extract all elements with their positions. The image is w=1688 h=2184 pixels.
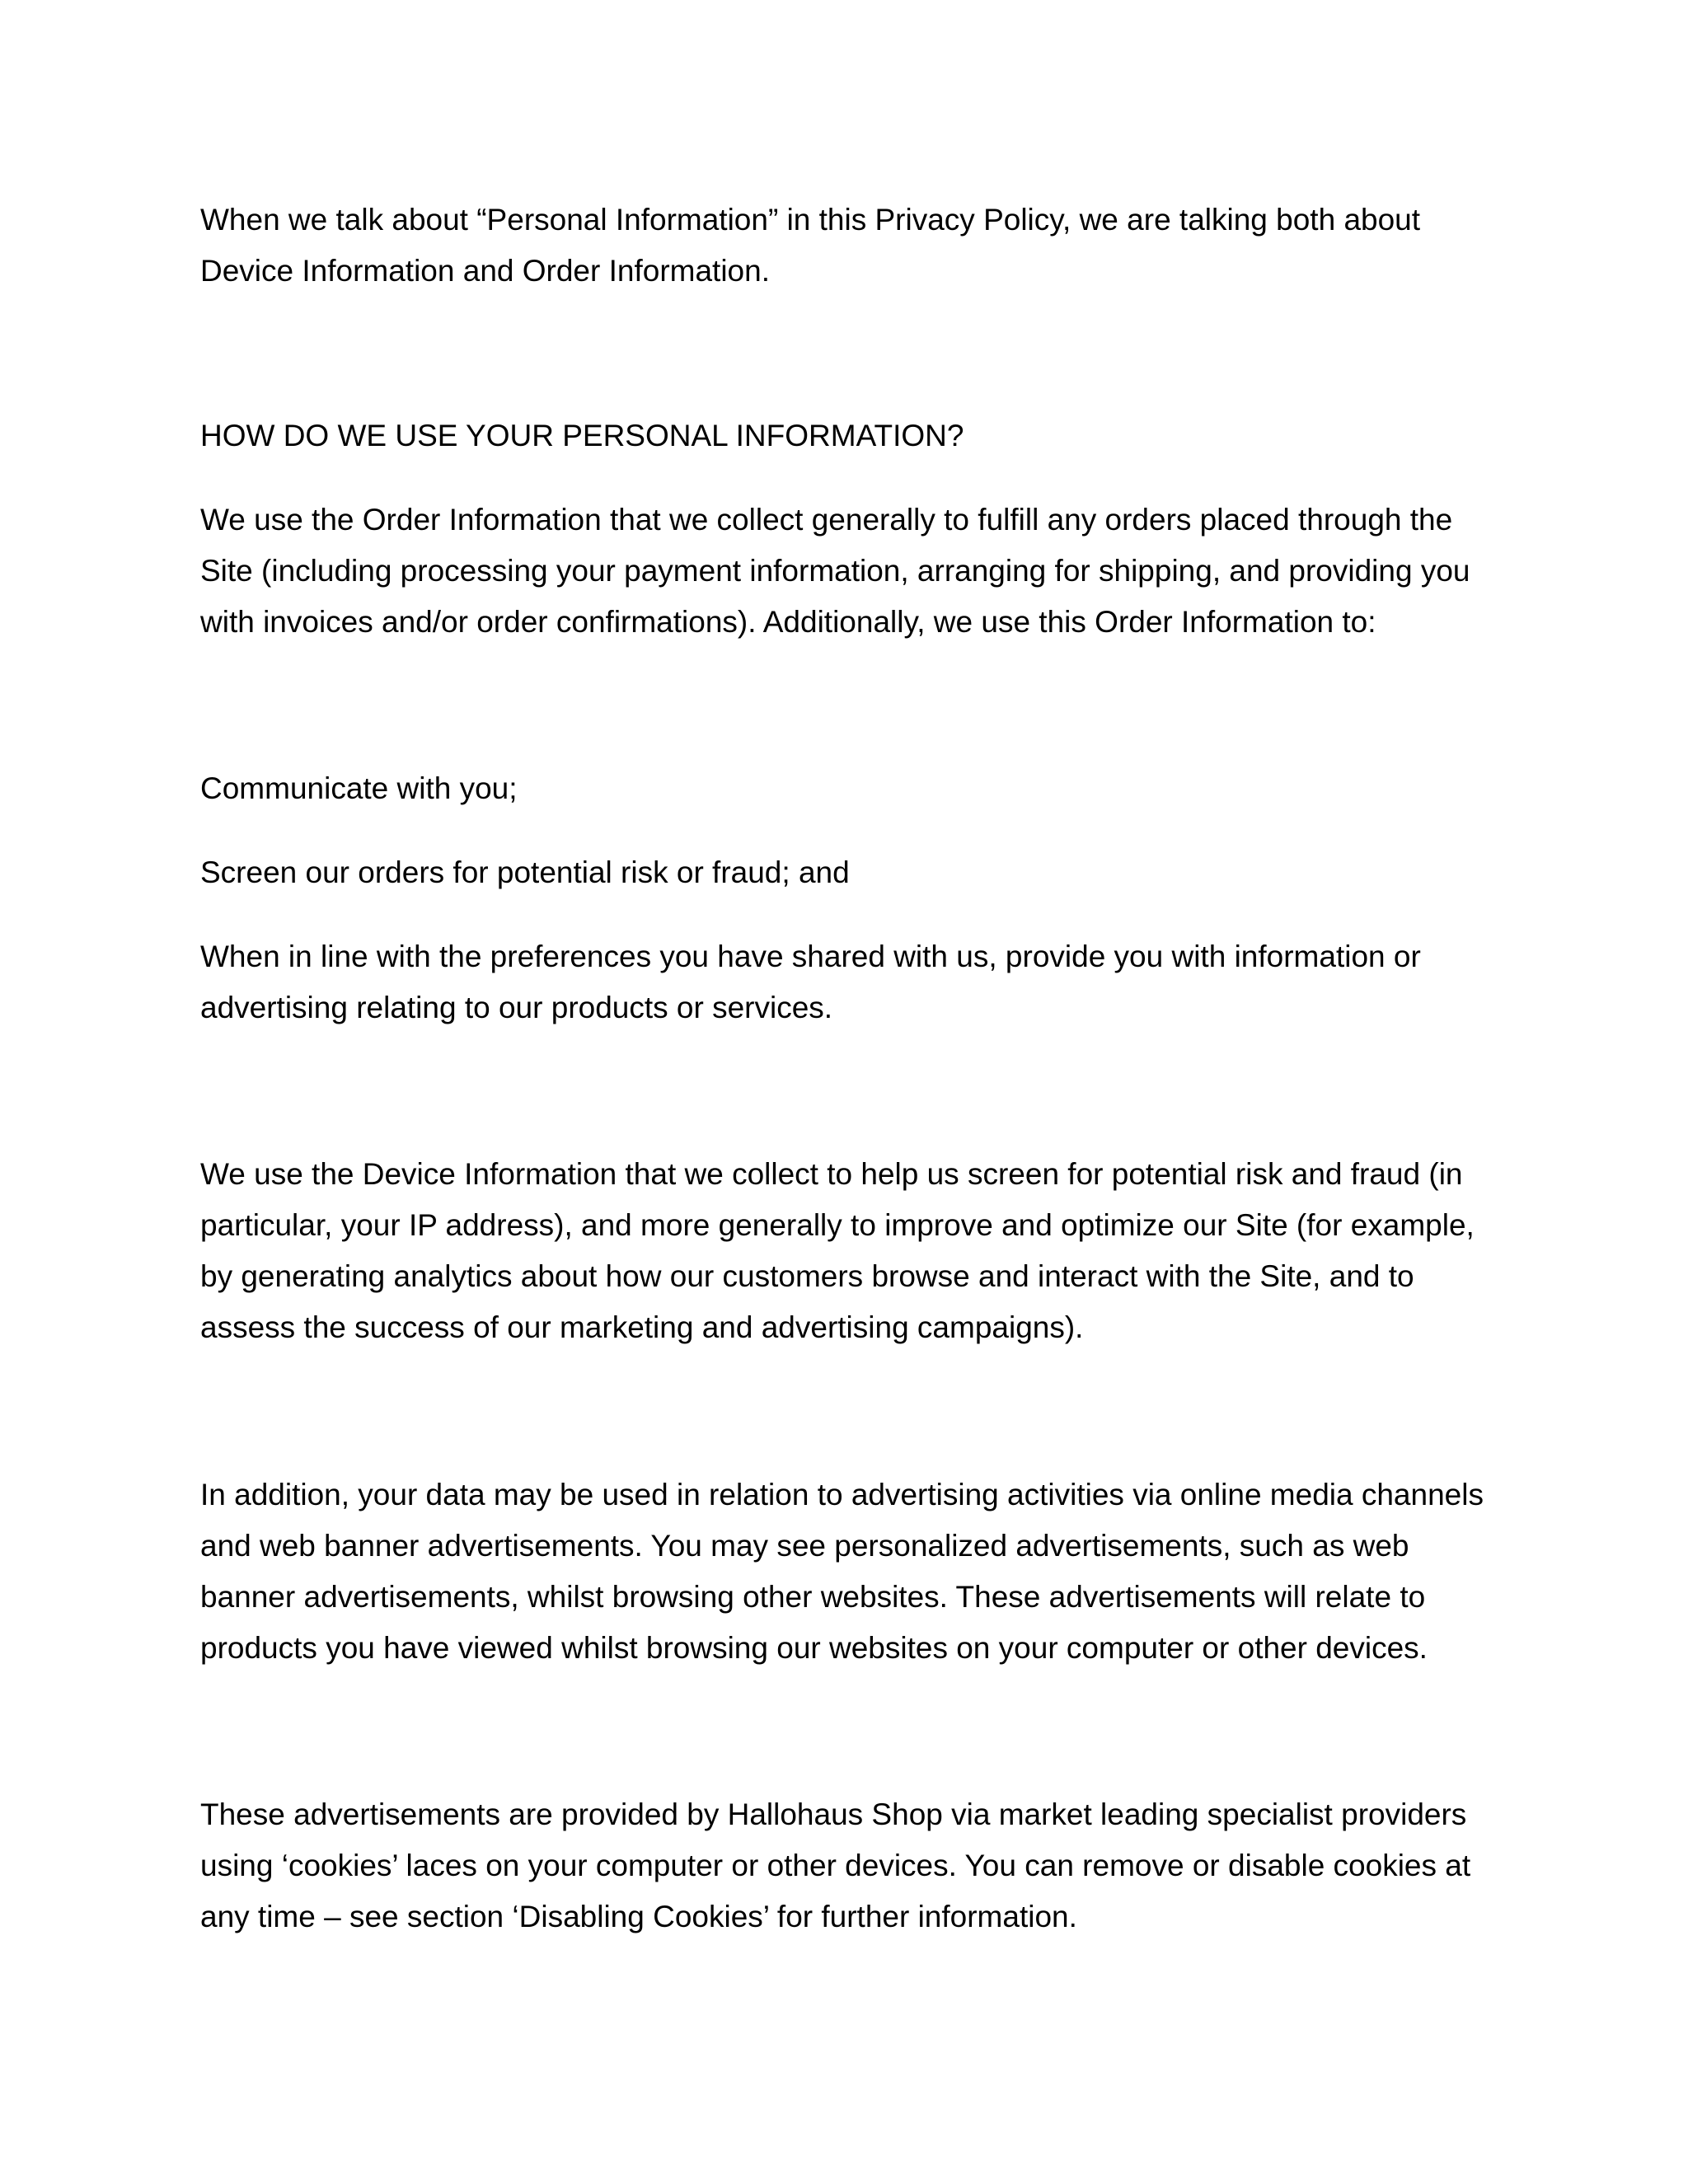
paragraph-cookies-providers: These advertisements are provided by Hallohaus Shop via market leading specialist providers using ‘cookies’ laces on your computer or other devices. You can remove or disable cookies at any time – see section ‘Disabling Cookies’ for further information.: [200, 1797, 1471, 1933]
paragraph-personal-information-definition: When we talk about “Personal Information” in this Privacy Policy, we are talking both about Device Information and Order Information.: [200, 203, 1421, 288]
document-body: [200, 194, 1503, 1943]
list-item-screen-orders: Screen our orders for potential risk or fraud; and: [200, 855, 850, 889]
paragraph-advertising-activities: In addition, your data may be used in relation to advertising activities via online media channels and web banner advertisements. You may see personalized advertisements, such as web banner advertisements, whilst browsing other websites. These advertisements will relate to products you have viewed whilst browsing our websites on your computer or other devices.: [200, 1478, 1484, 1665]
paragraph-device-information-use: We use the Device Information that we collect to help us screen for potential risk and fraud (in particular, your IP address), and more generally to improve and optimize our Site (for example, by generating analytics about how our customers browse and interact with the Site, and to assess the success of our marketing and advertising campaigns).: [200, 1157, 1475, 1344]
list-item-communicate: Communicate with you;: [200, 771, 518, 805]
list-item-advertising-preferences: When in line with the preferences you have shared with us, provide you with information or advertising relating to our products or services.: [200, 940, 1421, 1024]
paragraph-order-information-use: We use the Order Information that we collect generally to fulfill any orders placed through the Site (including processing your payment information, arranging for shipping, and providing you with invoices and/or order confirmations). Additionally, we use this Order Information to:: [200, 503, 1470, 639]
section-heading-use-of-information: HOW DO WE USE YOUR PERSONAL INFORMATION?: [200, 419, 964, 452]
